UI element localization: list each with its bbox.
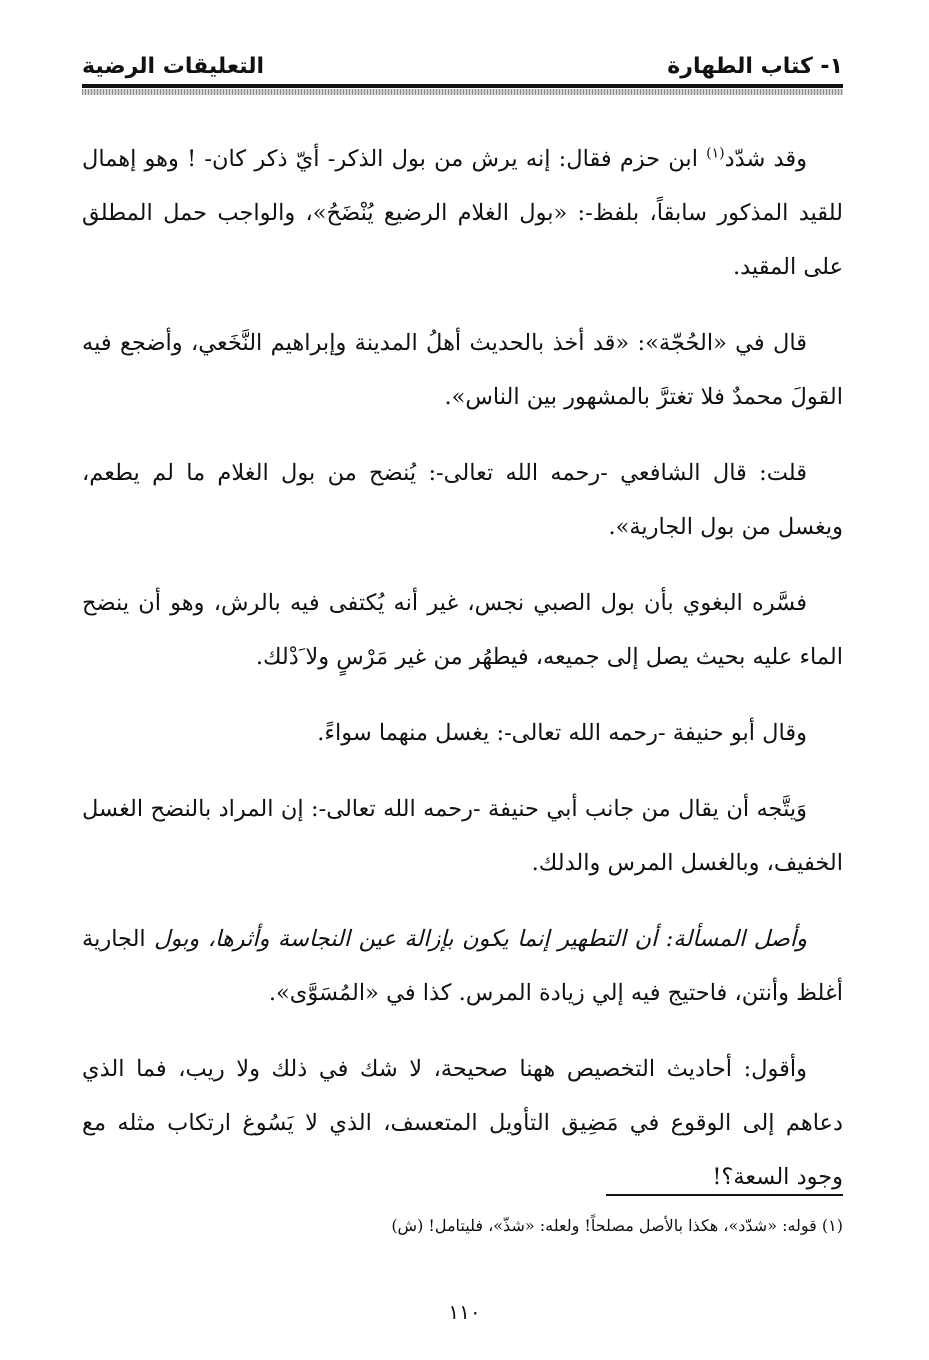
paragraph-1-rest: ابن حزم فقال: إنه يرش من بول الذكر- أيّ ذكر كان- ! وهو إهمال للقيد المذكور سابقاً، بلفظ-: «بول الغلام الرضيع يُنْضَحُ»، والواجب حمل المطلق على المقيد. [82,146,843,280]
paragraph-7 [82,912,843,1020]
main-text [82,132,843,1226]
paragraph-7-italic-lead: وأصل المسألة: أن التطهير إنما يكون بإزالة عين النجاسة وأثرها، وبول [154,926,807,952]
paragraph-7-rest: الجارية أغلظ وأنتن، فاحتيج فيه إلي زيادة المرس. كذا في «المُسَوَّى». [82,926,843,1006]
paragraph-4: فسَّره البغوي بأن بول الصبي نجس، غير أنه يُكتفى فيه بالرش، وهو أن ينضح الماء عليه بحيث يصل إلى جميعه، فيطهُر من غير مَرْسٍ ولا َدْلك. [82,590,843,670]
paragraph-8: وأقول: أحاديث التخصيص ههنا صحيحة، لا شك في ذلك ولا ريب، فما الذي دعاهم إلى الوقوع في مَضِيق التأويل المتعسف، الذي لا يَسُوغ ارتكاب مثله مع وجود السعة؟! [82,1056,843,1190]
chapter-title: ١- كتاب الطهارة [667,54,843,79]
footnote: (١) قوله: «شدّد»، هكذا بالأصل مصلحاً! ولعله: «شذّ»، فليتامل! (ش) [391,1216,843,1235]
paragraph-2: قال في «الحُجّة»: «قد أخذ بالحديث أهلُ المدينة وإبراهيم النَّخَعي، وأضجع فيه القولَ محمدٌ فلا تغترَّ بالمشهور بين الناس». [82,330,843,410]
page-number: ١١٠ [448,1300,481,1324]
paragraph-1 [82,132,843,294]
paragraph-1-start: وقد شدّد [724,146,807,172]
footnote-rule [606,1194,843,1196]
header-rule-shading [82,89,843,95]
paragraph-5: وقال أبو حنيفة -رحمه الله تعالى-: يغسل منهما سواءً. [317,720,807,746]
paragraph-6: وَيتَّجه أن يقال من جانب أبي حنيفة -رحمه الله تعالى-: إن المراد بالنضح الغسل الخفيف، وبالغسل المرس والدلك. [82,796,843,876]
book-title: التعليقات الرضية [82,54,265,79]
footnote-reference: (١) [706,145,725,162]
running-header [82,44,843,78]
paragraph-3: قلت: قال الشافعي -رحمه الله تعالى-: يُنضح من بول الغلام ما لم يطعم، ويغسل من بول الجارية». [82,460,843,540]
header-rule [82,84,843,88]
